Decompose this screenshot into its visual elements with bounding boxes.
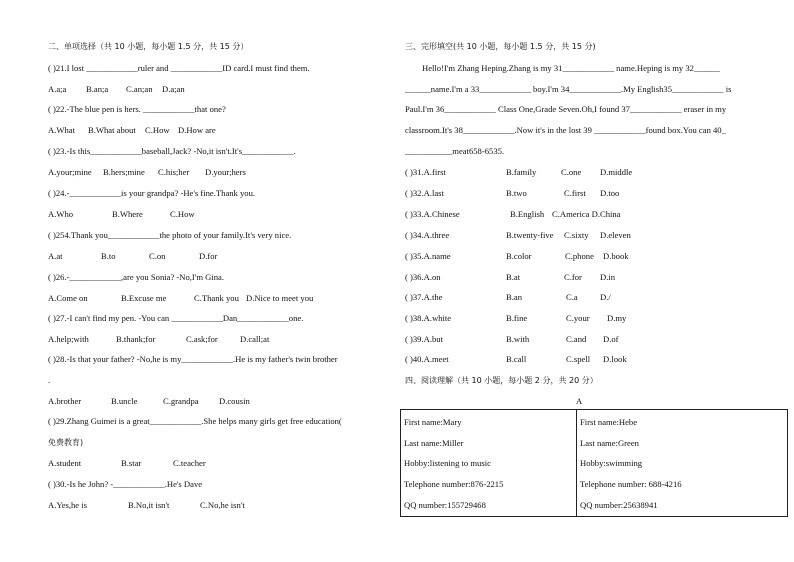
question-30-stem: ( )30.-Is he John? -____________.He's Dave: [48, 479, 203, 489]
table-left-telephone: Telephone number:876-2215: [404, 479, 504, 489]
cloze-passage-line-4: classroom.It's 38____________.Now it's in the lost 39 ____________found box.You can 40_: [405, 125, 726, 135]
cloze-35-option-b: B.color: [506, 251, 532, 261]
cloze-38-option-d: D.my: [607, 313, 627, 323]
cloze-40-option-b: B.call: [506, 354, 527, 364]
cloze-36-option-d: D.in: [600, 272, 616, 282]
cloze-36-option-b: B.at: [506, 272, 521, 282]
cloze-32-option-c: C.first: [564, 188, 586, 198]
cloze-35-option-d: D.book: [603, 251, 629, 261]
cloze-33-stem: ( )33.A.Chinese: [405, 209, 460, 219]
question-25-stem: ( )254.Thank you____________the photo of your family.It's very nice.: [48, 230, 292, 240]
cloze-40-option-d: D.look: [603, 354, 627, 364]
section-title-cloze: 三、完形填空(共 10 小题，每小题 1.5 分，共 15 分): [405, 42, 596, 51]
cloze-37-stem: ( )37.A.the: [405, 292, 443, 302]
cloze-passage-line-5: ___________meat658-6535.: [405, 146, 505, 156]
cloze-37-option-c: C.a: [566, 292, 578, 302]
question-28-stem: ( )28.-Is that your father? -No,he is my____________.He is my father's twin brother: [48, 354, 338, 364]
question-26-option-a: A.Come on: [48, 293, 88, 303]
question-21-option-c: C.an;an: [126, 84, 153, 94]
question-30-option-b: B.No,it isn't: [128, 500, 170, 510]
question-29-option-a: A.student: [48, 458, 82, 468]
section-title-reading: 四、阅读理解（共 10 小题，每小题 2 分，共 20 分）: [405, 376, 598, 385]
cloze-33-option-c-d: C.America D.China: [552, 209, 621, 219]
cloze-39-option-b: B.with: [506, 334, 530, 344]
table-left-first-name: First name:Mary: [404, 417, 462, 427]
info-table-divider: [576, 409, 577, 517]
question-24-option-c: C.How: [170, 209, 195, 219]
question-29-option-b: B.star: [121, 458, 142, 468]
cloze-32-option-d: D.too: [600, 188, 620, 198]
question-27-option-c: C.ask;for: [186, 334, 218, 344]
cloze-38-option-c: C.your: [566, 313, 590, 323]
cloze-32-stem: ( )32.A.last: [405, 188, 444, 198]
question-27-option-a: A.help;with: [48, 334, 89, 344]
question-28-option-d: D.cousin: [219, 396, 250, 406]
question-22-option-d: D.How are: [178, 125, 216, 135]
cloze-31-option-c: C.one: [561, 167, 582, 177]
question-23-option-c: C.his;her: [158, 167, 190, 177]
cloze-37-option-b: B.an: [506, 292, 522, 302]
question-23-option-a: A.your;mine: [48, 167, 92, 177]
cloze-36-stem: ( )36.A.on: [405, 272, 441, 282]
cloze-37-option-d: D./: [600, 292, 611, 302]
question-24-stem: ( )24.-____________is your grandpa? -He's fine.Thank you.: [48, 188, 256, 198]
question-25-option-a: A.at: [48, 251, 63, 261]
cloze-31-option-d: D.middle: [600, 167, 633, 177]
question-21-option-a: A.a;a: [48, 84, 67, 94]
question-29-stem: ( )29.Zhang Guimei is a great____________.She helps many girls get free education(: [48, 416, 342, 426]
table-right-last-name: Last name:Green: [580, 438, 639, 448]
question-30-option-c: C.No,he isn't: [200, 500, 245, 510]
cloze-34-option-c: C.sixty: [564, 230, 589, 240]
table-left-hobby: Hobby:listening to music: [404, 458, 491, 468]
question-25-option-c: C.on: [149, 251, 166, 261]
cloze-36-option-c: C.for: [564, 272, 582, 282]
question-29-stem-continued: 免费教育): [48, 438, 84, 447]
cloze-33-option-b: B.English: [510, 209, 545, 219]
table-left-qq: QQ number:155729468: [404, 500, 486, 510]
table-right-telephone: Telephone number: 688-4216: [580, 479, 682, 489]
cloze-39-option-c: C.and: [566, 334, 587, 344]
question-27-stem: ( )27.-I can't find my pen. -You can ____________Dan____________one.: [48, 313, 304, 323]
cloze-passage-line-3: Paul.I'm 36____________ Class One,Grade Seven.Oh,I found 37____________ eraser in my: [405, 104, 727, 114]
cloze-passage-line-1: Hello!I'm Zhang Heping.Zhang is my 31____________ name.Heping is my 32______: [422, 63, 720, 73]
question-29-option-c: C.teacher: [173, 458, 206, 468]
question-25-option-b: B.to: [101, 251, 116, 261]
question-26-stem: ( )26.-____________,are you Sonia? -No,I'm Gina.: [48, 272, 225, 282]
question-21-stem: ( )21.I lost ____________ruler and ____________ID card.I must find them.: [48, 63, 310, 73]
cloze-35-option-c: C.phone: [565, 251, 594, 261]
question-27-option-d: D.call;at: [240, 334, 270, 344]
table-right-hobby: Hobby:swimming: [580, 458, 643, 468]
question-28-stem-continued: .: [48, 375, 51, 385]
cloze-34-option-d: D.eleven: [600, 230, 631, 240]
question-22-stem: ( )22.-The blue pen is hers. ____________that one?: [48, 104, 226, 114]
question-22-option-c: C.How: [145, 125, 170, 135]
section-title-multiple-choice: 二、单项选择（共 10 小题，每小题 1.5 分，共 15 分）: [48, 42, 249, 51]
cloze-32-option-b: B.two: [506, 188, 527, 198]
question-22-option-a: A.What: [48, 125, 75, 135]
table-right-qq: QQ number:25638941: [580, 500, 658, 510]
cloze-39-option-d: D.of: [603, 334, 619, 344]
question-28-option-a: A.brother: [48, 396, 82, 406]
question-28-option-c: C.grandpa: [163, 396, 199, 406]
passage-label: A: [576, 396, 583, 406]
cloze-40-stem: ( )40.A.meet: [405, 354, 449, 364]
table-right-first-name: First name:Hebe: [580, 417, 638, 427]
question-21-option-b: B.an;a: [86, 84, 109, 94]
question-23-stem: ( )23.-Is this____________baseball,Jack? -No,it isn't.It's____________.: [48, 146, 296, 156]
question-30-option-a: A.Yes,he is: [48, 500, 87, 510]
cloze-31-stem: ( )31.A.first: [405, 167, 446, 177]
cloze-38-option-b: B.fine: [506, 313, 528, 323]
cloze-35-stem: ( )35.A.name: [405, 251, 451, 261]
question-25-option-d: D.for: [199, 251, 218, 261]
question-23-option-d: D.your;hers: [205, 167, 246, 177]
question-24-option-b: B.Where: [112, 209, 143, 219]
question-21-option-d: D.a;an: [162, 84, 185, 94]
question-22-option-b: B.What about: [88, 125, 136, 135]
question-27-option-b: B.thank;for: [116, 334, 156, 344]
cloze-39-stem: ( )39.A.but: [405, 334, 443, 344]
cloze-31-option-b: B.family: [506, 167, 537, 177]
question-23-option-b: B.hers;mine: [103, 167, 145, 177]
question-26-option-d: D.Nice to meet you: [246, 293, 314, 303]
question-28-option-b: B.uncle: [111, 396, 138, 406]
cloze-passage-line-2: ______name.I'm a 33____________ boy.I'm 34____________.My English35____________ is: [405, 84, 732, 94]
question-24-option-a: A.Who: [48, 209, 74, 219]
cloze-38-stem: ( )38.A.white: [405, 313, 452, 323]
question-26-option-c: C.Thank you: [194, 293, 239, 303]
question-26-option-b: B.Excuse me: [121, 293, 167, 303]
table-left-last-name: Last name:Miller: [404, 438, 464, 448]
cloze-40-option-c: C.spell: [566, 354, 591, 364]
cloze-34-option-b: B.twenty-five: [506, 230, 554, 240]
cloze-34-stem: ( )34.A.three: [405, 230, 450, 240]
